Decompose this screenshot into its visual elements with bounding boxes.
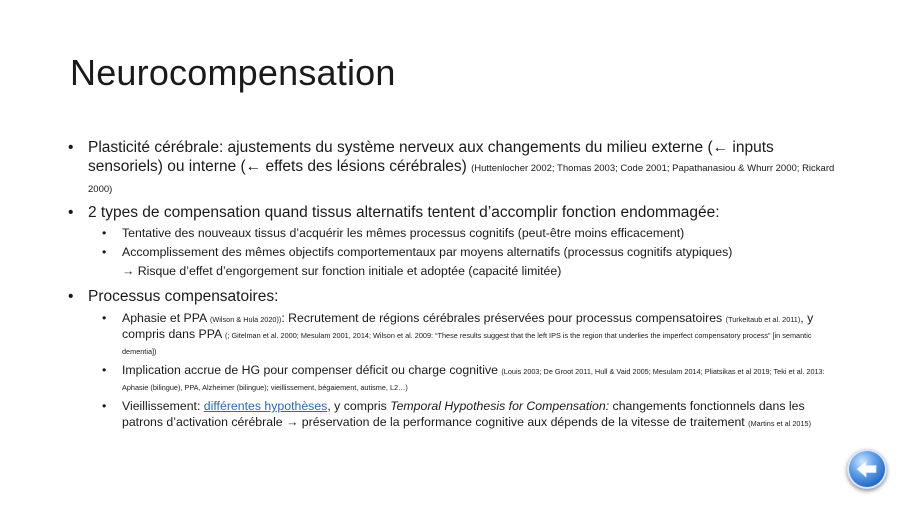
bullet-types-compensation: • 2 types de compensation quand tissus alternatifs tentent d’accomplir fonction endommagée: xyxy=(68,204,720,221)
left-arrow-icon: ← xyxy=(245,158,262,175)
bullet-dot: • xyxy=(68,204,74,221)
bullet-processus: • Processus compensatoires: xyxy=(68,288,279,305)
bullet-dot: • xyxy=(102,399,107,413)
right-arrow-icon: → xyxy=(122,264,135,278)
reference: (Martins et al 2015) xyxy=(748,419,812,428)
bullet-dot: • xyxy=(102,245,107,259)
reference: (Huttenlocher 2002; Thomas 2003; Code 2001; Papathanasiou & Whurr 2000; Rickard 2000) xyxy=(88,163,835,195)
reference: (Wilson & Hula 2020)) xyxy=(209,315,282,324)
reference: (; Gitelman et al. 2000; Mesulam 2001, 2014; Wilson et al. 2009: “These results suggest that the left IPS is the region that underlies the imperfect compensatory process” [in semantic dementia]) xyxy=(122,331,812,356)
differentes-hypotheses-link[interactable]: différentes hypothèses xyxy=(203,399,328,413)
sub-bullet-aphasie: • Aphasie et PPA (Wilson & Hula 2020)): Recrutement de régions cérébrales préservées pour processus compensatoires (Turkeltaub et al. 2011), y compris dans PPA (; Gitelman et al. 2000; Mesulam 2001, 2014; Wilson et al. 2009: “These results suggest that the left IPS is the region that underlies the imperfect compensatory process” [in semantic dementia]) xyxy=(102,311,814,356)
sub-bullet-tentative: • Tentative des nouveaux tissus d’acquérir les mêmes processus cognitifs (peut-être moins efficacement) xyxy=(102,226,685,240)
slide-title: Neurocompensation xyxy=(70,52,396,93)
bullet-dot: • xyxy=(102,363,107,377)
sub-bullet-risque: → Risque d’effet d’engorgement sur fonction initiale et adoptée (capacité limitée) xyxy=(122,264,562,278)
reference: (Louis 2003; De Groot 2011, Hull & Vaid 2005; Mesulam 2014; Pliatsikas et al 2019; Teki et al. 2013: Aphasie (bilingue), PPA, Alzheimer (bilingue); vieillissement, bégaiement, autisme, L2…) xyxy=(122,367,825,392)
sub-bullet-vieillissement: • Vieillissement: différentes hypothèses, y compris Temporal Hypothesis for Compensation: changements fonctionnels dans les patrons d’activation cérébrale → préservation de la performance cognitive aux dépends de la vitesse de traitement (Martins et al 2015) xyxy=(102,399,812,429)
bullet-dot: • xyxy=(102,226,107,240)
back-arrow-icon xyxy=(854,456,880,482)
bullet-plasticite: • Plasticité cérébrale: ajustements du système nerveux aux changements du milieu externe (← inputs sensoriels) ou interne (← effets des lésions cérébrales) (Huttenlocher 2002; Thomas 2003; Code 2001; Papathanasiou & Whurr 2000; Rickard 2000) xyxy=(68,139,835,195)
right-arrow-icon: → xyxy=(286,415,299,429)
sub-bullet-implication: • Implication accrue de HG pour compenser déficit ou charge cognitive (Louis 2003; De Groot 2011, Hull & Vaid 2005; Mesulam 2014; Pliatsikas et al 2019; Teki et al. 2013: Aphasie (bilingue), PPA, Alzheimer (bilingue); vieillissement, bégaiement, autisme, L2…) xyxy=(102,363,825,392)
reference: (Turkeltaub et al. 2011) xyxy=(725,315,801,324)
sub-bullet-accomplissement: • Accomplissement des mêmes objectifs comportementaux par moyens alternatifs (processus cognitifs atypiques) xyxy=(102,245,733,259)
bullet-dot: • xyxy=(102,311,107,325)
back-navigation-button[interactable] xyxy=(847,449,887,489)
left-arrow-icon: ← xyxy=(712,139,729,156)
slide-content xyxy=(68,138,843,430)
bullet-dot: • xyxy=(68,288,74,305)
bullet-dot: • xyxy=(68,139,74,156)
